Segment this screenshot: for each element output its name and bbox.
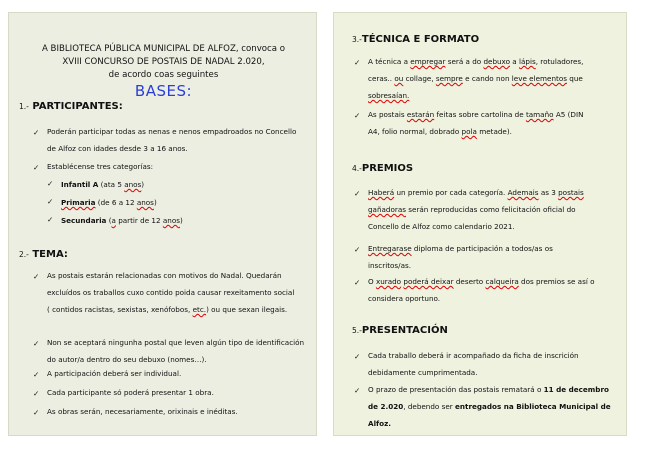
section-2-heading	[19, 249, 68, 260]
left-page	[8, 12, 317, 436]
header-line-2: XVIII CONCURSO DE POSTAIS DE NADAL 2.020,	[62, 57, 265, 67]
text-line	[368, 70, 620, 87]
s2-item-4: Cada participante só poderá presentar 1 obra.	[47, 388, 214, 397]
text: entregados na Biblioteca Municipal de	[455, 402, 611, 411]
text: poderá deixar	[403, 277, 454, 286]
text: Entregarase	[368, 244, 412, 253]
text: collage,	[403, 74, 436, 83]
category-name: Secundaria	[61, 216, 107, 225]
text-line: Cada traballo deberá ir acompañado da ficha de inscrición	[368, 351, 579, 360]
section-number: 1.-	[19, 102, 29, 111]
check-icon: ✓	[33, 389, 40, 398]
text-line: Alfoz.	[368, 419, 392, 428]
s4-item-2	[368, 240, 620, 274]
check-icon: ✓	[33, 408, 40, 417]
section-title: PRESENTACIÓN	[361, 325, 448, 336]
check-icon: ✓	[33, 163, 40, 172]
header-line-3: de acordo coas seguintes	[108, 70, 219, 80]
text: será a do	[445, 57, 484, 66]
check-icon: ✓	[354, 278, 361, 287]
check-icon: ✓	[354, 386, 361, 395]
text: que	[566, 74, 583, 83]
text: A5 (DIN	[553, 110, 584, 119]
text-line: debidamente cumprimentada.	[368, 368, 478, 377]
s5-item-2	[368, 381, 620, 432]
text-line: considera oportuno.	[368, 294, 441, 303]
text: de 2.020	[368, 402, 404, 411]
text: ceras..	[368, 74, 395, 83]
s3-item-2	[368, 106, 620, 140]
text: A4, folio normal, dobrado	[368, 127, 462, 136]
bases-title: BASES:	[134, 82, 193, 100]
s2-item-2	[47, 334, 309, 368]
text: Ademais	[507, 188, 539, 197]
s1-item-2: Establécense tres categorías:	[47, 162, 154, 171]
text: gañadoras	[368, 205, 406, 214]
text-line: Non se aceptará ningunha postal que leven algún tipo de identificación	[47, 338, 305, 347]
text: pola	[461, 127, 477, 136]
section-title: TÉCNICA E FORMATO	[361, 34, 480, 45]
text: empregar	[410, 57, 446, 66]
text: metade).	[476, 127, 512, 136]
section-title: PARTICIPANTES:	[28, 101, 123, 112]
text-line	[368, 184, 620, 201]
check-icon: ✓	[47, 197, 54, 206]
section-1-heading	[19, 101, 123, 112]
check-icon: ✓	[354, 245, 361, 254]
right-page	[333, 12, 627, 436]
text: , debendo ser	[403, 402, 456, 411]
s1-item-1	[47, 123, 309, 157]
text: etc.	[192, 305, 207, 314]
text: )	[179, 216, 183, 225]
text-line: As postais estarán relacionadas con motivos do Nadal. Quedarán	[47, 271, 282, 280]
text: serán reproducidas como felicitación oficial do	[406, 205, 576, 214]
s2-item-3: A participación deberá ser individual.	[47, 369, 182, 378]
check-icon: ✓	[354, 111, 361, 120]
text-line: do autor/a dentro do seu debuxo (nomes…).	[47, 355, 207, 364]
section-title: PREMIOS	[361, 163, 414, 174]
category-secundaria	[61, 216, 183, 225]
text: )	[153, 198, 157, 207]
text-line: sobresaían.	[368, 91, 410, 100]
text: As postais	[368, 110, 407, 119]
check-icon: ✓	[354, 189, 361, 198]
category-name: Primaria	[61, 198, 96, 207]
text: dos premios se así o	[518, 277, 595, 286]
text-line	[368, 273, 620, 290]
text-line	[368, 240, 620, 257]
text-line	[47, 301, 309, 318]
text: (ata 5	[98, 180, 125, 189]
text-line: inscritos/as.	[368, 261, 412, 270]
category-primaria	[61, 198, 157, 207]
check-icon: ✓	[47, 179, 54, 188]
section-number: 3.-	[352, 35, 362, 44]
text-line: excluídos os traballos cuxo contido poida causar rexeitamento social	[47, 288, 295, 297]
s5-item-1	[368, 347, 620, 381]
text: anos	[136, 198, 154, 207]
text-line: Poderán participar todas as nenas e nenos empadroados no Concello	[47, 127, 297, 136]
category-name: Infantil A	[61, 180, 99, 189]
check-icon: ✓	[47, 215, 54, 224]
text: diploma de participación a todos/as os	[411, 244, 553, 253]
text: tamaño	[525, 110, 554, 119]
text: a	[510, 57, 519, 66]
section-5-heading	[352, 325, 448, 336]
s3-item-1	[368, 53, 620, 104]
category-infantil	[61, 180, 144, 189]
text: (de 6 a 12	[95, 198, 137, 207]
check-icon: ✓	[33, 339, 40, 348]
text: a	[111, 216, 116, 225]
check-icon: ✓	[33, 370, 40, 379]
text-line	[368, 398, 620, 415]
text: anos	[162, 216, 180, 225]
text-line: de Alfoz con idades desde 3 a 16 anos.	[47, 144, 188, 153]
text: ou	[394, 74, 404, 83]
text: un premio por cada categoría.	[394, 188, 508, 197]
header-line-1: A BIBLIOTECA PÚBLICA MUNICIPAL DE ALFOZ, convoca o	[41, 44, 286, 54]
text: Haberá	[368, 188, 395, 197]
text: calqueira	[485, 277, 519, 286]
text: A técnica a	[368, 57, 411, 66]
s2-item-5: As obras serán, necesariamente, orixinais e inéditas.	[47, 407, 238, 416]
text-line	[368, 106, 620, 123]
text: , rotuladores,	[535, 57, 584, 66]
text: lápis	[518, 57, 536, 66]
text: feitas sobre cartolina de	[434, 110, 526, 119]
s4-item-3	[368, 273, 620, 307]
section-number: 2.-	[19, 250, 29, 259]
text-line	[368, 201, 620, 218]
check-icon: ✓	[354, 352, 361, 361]
text: ( contidos racistas, sexistas, xenófobos,	[47, 305, 193, 314]
text: partir de 12	[115, 216, 163, 225]
text: O prazo de presentación das postais rematará o	[368, 385, 544, 394]
section-4-heading	[352, 163, 413, 174]
text-line	[368, 123, 620, 140]
s4-item-1	[368, 184, 620, 235]
section-title: TEMA:	[28, 249, 68, 260]
text: debuxo	[483, 57, 510, 66]
text: leve elementos	[511, 74, 567, 83]
text: as 3	[538, 188, 559, 197]
text: postais	[558, 188, 584, 197]
text: sempre	[435, 74, 463, 83]
text: (	[106, 216, 112, 225]
text: O	[368, 277, 376, 286]
text-line	[368, 381, 620, 398]
text-line	[368, 53, 620, 70]
text-line: Concello de Alfoz como calendario 2021.	[368, 222, 515, 231]
text: deserto	[453, 277, 486, 286]
s2-item-1	[47, 267, 309, 318]
check-icon: ✓	[33, 128, 40, 137]
section-3-heading	[352, 34, 479, 45]
text: ) ou que sexan ilegais.	[206, 305, 288, 314]
text: e cando non	[462, 74, 512, 83]
section-number: 4.-	[352, 164, 362, 173]
text: 11 de decembro	[543, 385, 609, 394]
text: anos	[124, 180, 142, 189]
check-icon: ✓	[354, 58, 361, 67]
text: )	[141, 180, 145, 189]
text: estarán	[406, 110, 435, 119]
check-icon: ✓	[33, 272, 40, 281]
text: xurado	[375, 277, 402, 286]
section-number: 5.-	[352, 326, 362, 335]
